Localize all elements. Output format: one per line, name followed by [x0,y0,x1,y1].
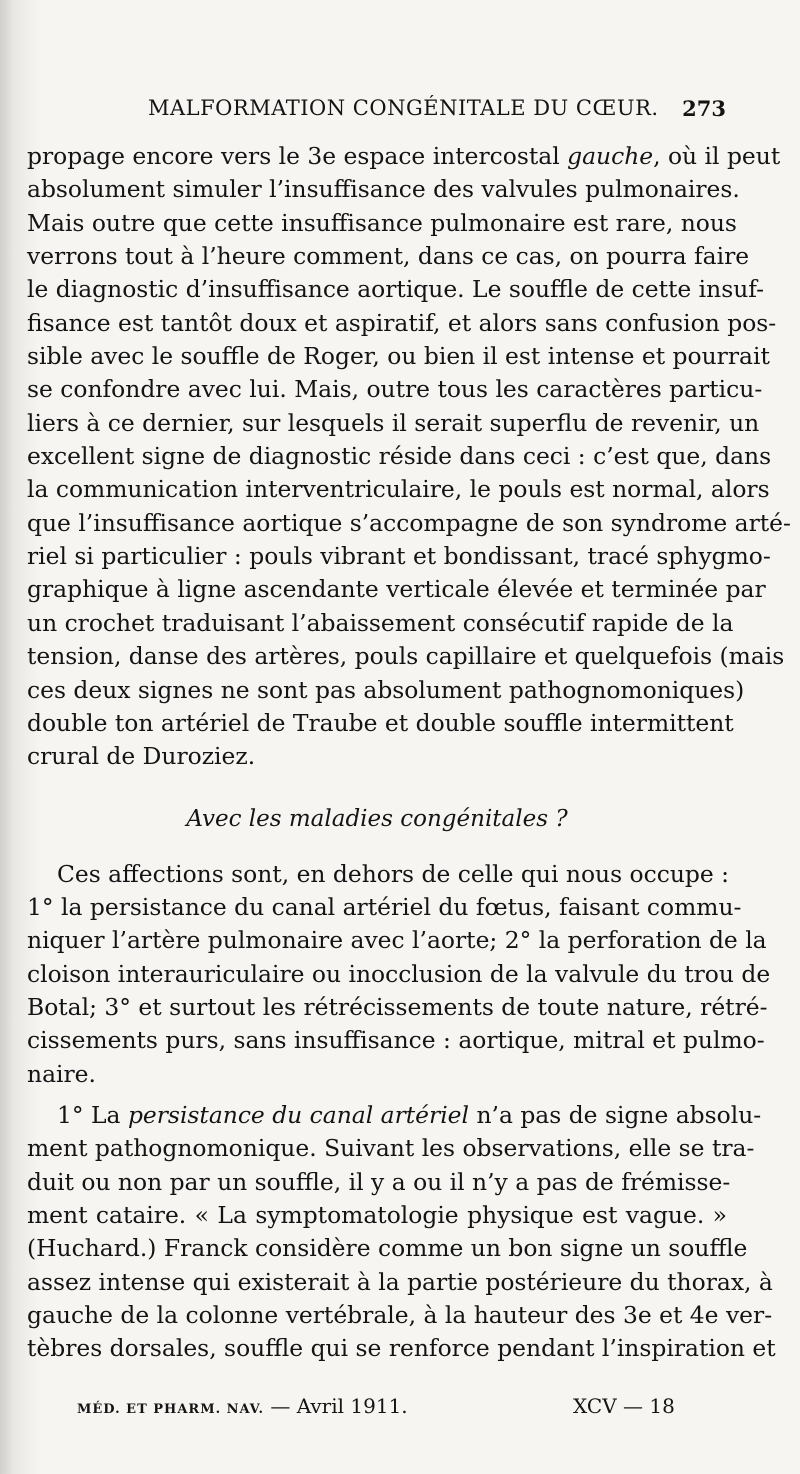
text-line: la communication interventriculaire, le pouls est normal, alors [27,475,770,504]
page-header [0,96,800,130]
text-line: fisance est tantôt doux et aspiratif, et alors sans confusion pos- [27,308,777,337]
text-line: excellent signe de diagnostic réside dans ceci : c’est que, dans [27,442,772,471]
text-line: liers à ce dernier, sur lesquels il serait superflu de revenir, un [27,408,760,437]
emphasis: persistance du canal artériel [127,1100,470,1129]
text-line: ment cataire. « La symptomatologie physique est vague. » [27,1200,727,1229]
text-line: cissements purs, sans insuffisance : aortique, mitral et pulmo- [27,1026,765,1055]
text-line: crural de Duroziez. [27,742,256,771]
text-line: riel si particulier : pouls vibrant et bondissant, tracé sphygmo- [27,542,771,571]
text-line: tèbres dorsales, souffle qui se renforce pendant l’inspiration et [27,1334,776,1363]
text-line: sible avec le souffle de Roger, ou bien il est intense et pourrait [27,342,770,371]
footer-journal [77,1394,408,1418]
paragraph-3 [27,1099,776,1366]
running-head: MALFORMATION CONGÉNITALE DU CŒUR. [148,96,659,120]
text-line: verrons tout à l’heure comment, dans ce cas, on pourra faire [27,242,750,271]
page-number: 273 [682,96,726,121]
text-line: ment pathognomonique. Suivant les observations, elle se tra- [27,1134,755,1163]
issue-date: — Avril 1911. [264,1394,408,1418]
text-line: double ton artériel de Traube et double souffle intermittent [27,708,734,737]
text-line: graphique à ligne ascendante verticale élevée et terminée par [27,575,766,604]
text-line: niquer l’artère pulmonaire avec l’aorte; 2° la perforation de la [27,926,767,955]
text-line: tension, danse des artères, pouls capillaire et quelquefois (mais [27,642,785,671]
text-line: que l’insuffisance aortique s’accompagne de son syndrome arté- [27,508,791,537]
emphasis: gauche [567,142,654,170]
section-heading: Avec les maladies congénitales ? [186,805,568,832]
text-line: ces deux signes ne sont pas absolument pathognomoniques) [27,675,745,704]
footer-volume: XCV — 18 [573,1394,675,1418]
text-line: gauche de la colonne vertébrale, à la hauteur des 3e et 4e ver- [27,1301,773,1329]
text-line: un crochet traduisant l’abaissement consécutif rapide de la [27,608,734,637]
text-line: (Huchard.) Franck considère comme un bon signe un souffle [27,1234,748,1263]
text-line: naire. [27,1059,96,1088]
text-line: Ces affections sont, en dehors de celle qui nous occupe : [57,859,730,888]
text-line: duit ou non par un souffle, il y a ou il n’y a pas de frémisse- [27,1167,731,1196]
text-line: Mais outre que cette insuffisance pulmonaire est rare, nous [27,208,737,237]
page-footer [0,1394,800,1424]
text-line: absolument simuler l’insuffisance des valvules pulmonaires. [27,175,740,204]
paragraph-2 [27,858,771,1091]
text-line: propage encore vers le 3e espace intercostal gauche, où il peut [27,142,781,170]
paragraph-1 [27,140,791,774]
body-text [27,140,791,1366]
journal-abbreviation: MÉD. ET PHARM. NAV. [77,1402,265,1417]
text-line: cloison interauriculaire ou inocclusion de la valvule du trou de [27,959,771,988]
text-line: 1° La persistance du canal artériel n’a pas de signe absolu- [57,1100,762,1129]
text-line: Botal; 3° et surtout les rétrécissements de toute nature, rétré- [27,992,768,1021]
text-line: assez intense qui existerait à la partie postérieure du thorax, à [27,1267,773,1296]
text-line: 1° la persistance du canal artériel du fœtus, faisant commu- [27,892,742,921]
text-line: le diagnostic d’insuffisance aortique. Le souffle de cette insuf- [27,275,764,304]
text-line: se confondre avec lui. Mais, outre tous les caractères particu- [27,375,763,404]
